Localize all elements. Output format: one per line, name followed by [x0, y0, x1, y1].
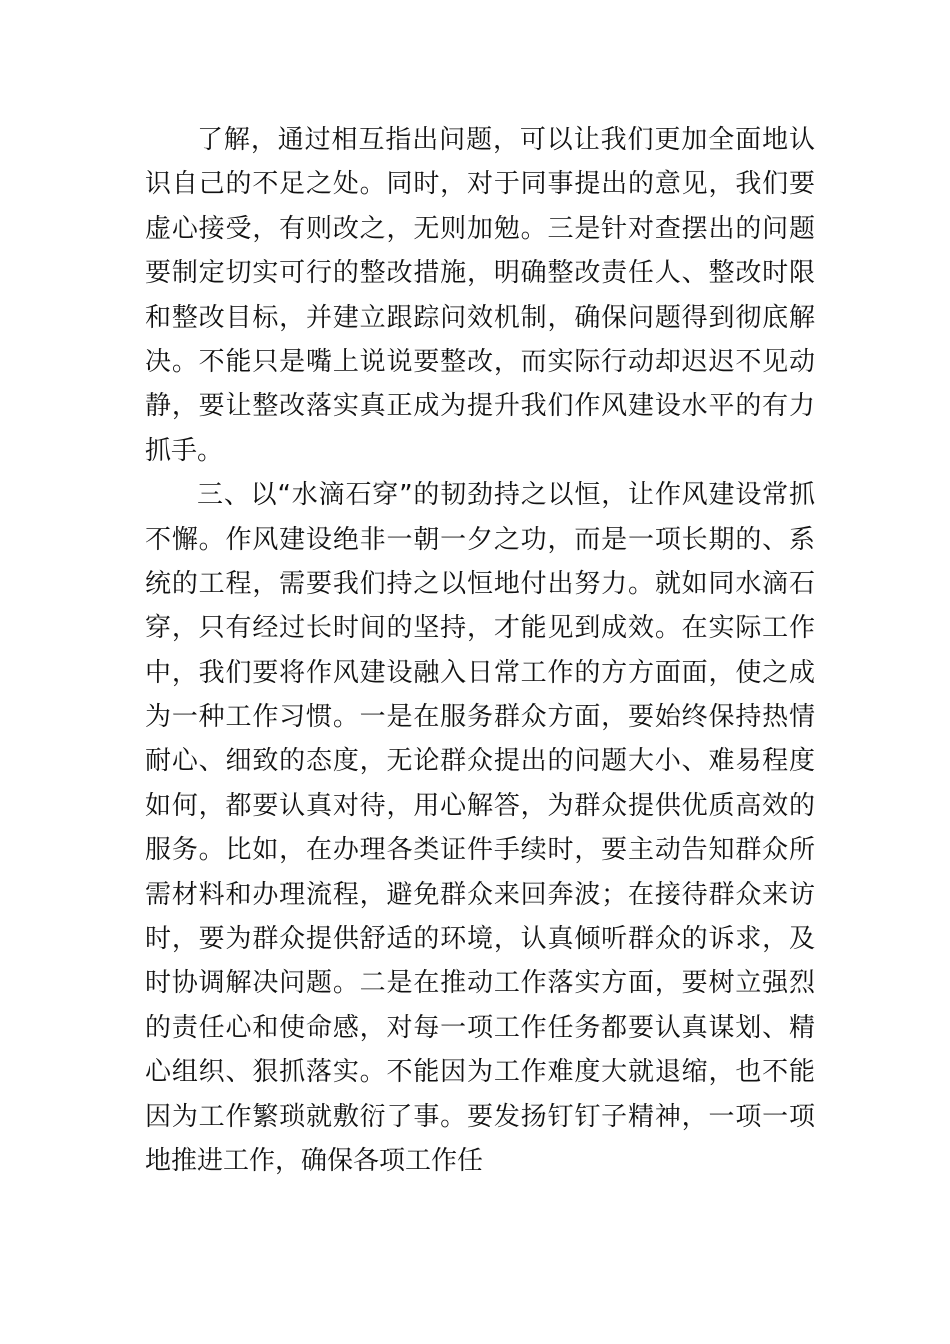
text-line: 决。不能只是嘴上说说要整改，而实际行动却迟迟不见动 — [145, 346, 815, 377]
text-line: 的责任心和使命感，对每一项工作任务都要认真谋划、精 — [145, 1012, 815, 1043]
text-line: 静，要让整改落实真正成为提升我们作风建设水平的有力 — [145, 391, 815, 422]
text-line: 穿，只有经过长时间的坚持，才能见到成效。在实际工作 — [145, 613, 815, 644]
text-line: 识自己的不足之处。同时，对于同事提出的意见，我们要 — [145, 169, 815, 200]
text-line: 了解，通过相互指出问题，可以让我们更加全面地认 — [197, 125, 815, 155]
text-line: 中，我们要将作风建设融入日常工作的方方面面，使之成 — [145, 657, 815, 688]
text-line: 不懈。作风建设绝非一朝一夕之功，而是一项长期的、系 — [145, 524, 815, 555]
section-heading-line: 三、以“水滴石穿”的韧劲持之以恒，让作风建设常抓 — [197, 480, 815, 511]
text-line: 统的工程，需要我们持之以恒地付出努力。就如同水滴石 — [145, 568, 815, 599]
text-line: 需材料和办理流程，避免群众来回奔波；在接待群众来访 — [145, 879, 815, 910]
document-body — [145, 118, 815, 1183]
text-line: 心组织、狠抓落实。不能因为工作难度大就退缩，也不能 — [145, 1057, 815, 1088]
text-line: 地推进工作，确保各项工作任 — [145, 1145, 484, 1176]
text-line: 和整改目标，并建立跟踪问效机制，确保问题得到彻底解 — [145, 302, 815, 333]
text-line: 虚心接受，有则改之，无则加勉。三是针对查摆出的问题 — [145, 213, 815, 244]
text-line: 为一种工作习惯。一是在服务群众方面，要始终保持热情 — [145, 702, 815, 733]
text-line: 服务。比如，在办理各类证件手续时，要主动告知群众所 — [145, 835, 815, 866]
text-line: 要制定切实可行的整改措施，明确整改责任人、整改时限 — [145, 258, 815, 289]
text-line: 耐心、细致的态度，无论群众提出的问题大小、难易程度 — [145, 746, 815, 777]
text-line: 如何，都要认真对待，用心解答，为群众提供优质高效的 — [145, 790, 815, 821]
text-line: 抓手。 — [145, 435, 224, 466]
text-line: 时，要为群众提供舒适的环境，认真倾听群众的诉求，及 — [145, 924, 815, 955]
text-line: 因为工作繁琐就敷衍了事。要发扬钉钉子精神，一项一项 — [145, 1101, 815, 1132]
text-line: 时协调解决问题。二是在推动工作落实方面，要树立强烈 — [145, 968, 815, 999]
